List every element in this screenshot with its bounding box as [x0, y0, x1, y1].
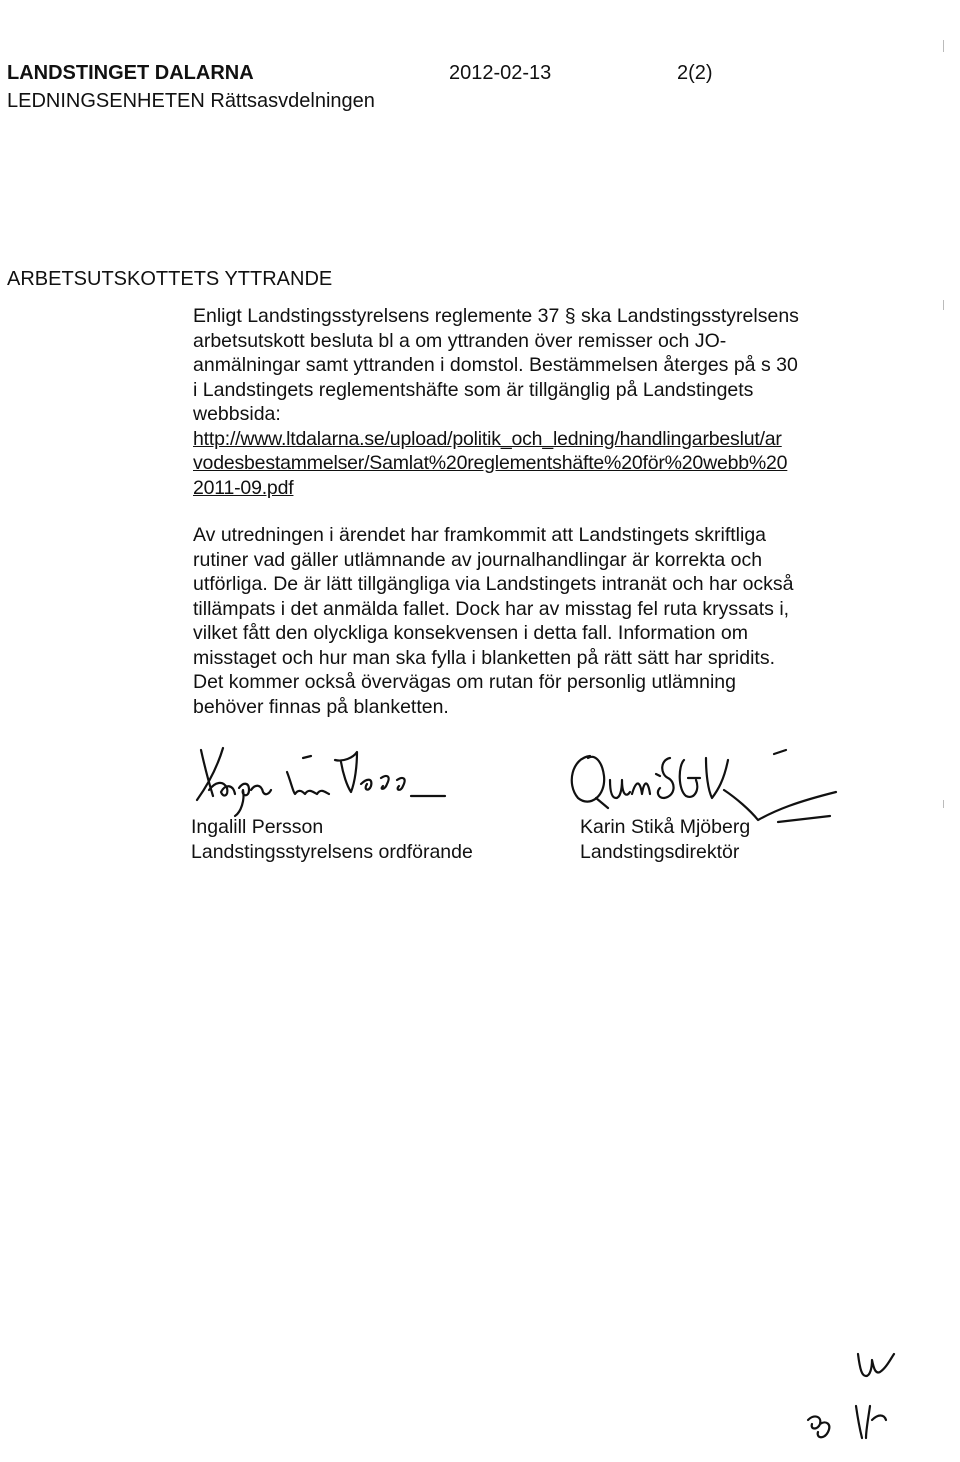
signatory-title: Landstingsdirektör	[580, 841, 740, 863]
rules-link[interactable]: vodesbestammelser/Samlat%20reglementshäfte%20för%20webb%20	[193, 452, 788, 474]
paragraph-line: Enligt Landstingsstyrelsens reglemente 37 § ska Landstingsstyrelsens	[193, 305, 799, 327]
paragraph-line: tillämpats i det anmälda fallet. Dock har av misstag fel ruta kryssats i,	[193, 597, 790, 620]
scan-artifact	[943, 800, 944, 808]
rules-link[interactable]: http://www.ltdalarna.se/upload/politik_och_ledning/handlingarbeslut/ar	[193, 427, 782, 450]
paragraph-line: arbetsutskott besluta bl a om yttranden över remisser och JO-	[193, 329, 727, 352]
paragraph-line: anmälningar samt yttranden i domstol. Bestämmelsen återges på s 30	[193, 354, 798, 376]
paragraph-line: Det kommer också övervägas om rutan för personlig utlämning	[193, 671, 736, 693]
rules-link[interactable]: 2011-09.pdf	[193, 476, 294, 499]
page-number: 2(2)	[677, 62, 713, 84]
signatory-name: Karin Stikå Mjöberg	[580, 816, 751, 838]
signatory-title: Landstingsstyrelsens ordförande	[191, 841, 473, 863]
paragraph-line: vilket fått den olyckliga konsekvensen i detta fall. Information om	[193, 622, 748, 644]
organization-name: LANDSTINGET DALARNA	[7, 62, 254, 84]
paragraph-line: misstaget och hur man ska fylla i blanketten på rätt sätt har spridits.	[193, 646, 776, 669]
document-date: 2012-02-13	[449, 62, 552, 84]
signatory-name: Ingalill Persson	[191, 816, 324, 838]
paragraph-line: Av utredningen i ärendet har framkommit att Landstingets skriftliga	[193, 524, 767, 546]
paragraph-line: i Landstingets reglementshäfte som är tillgänglig på Landstingets	[193, 378, 754, 401]
paragraph-line: rutiner vad gäller utlämnande av journalhandlingar är korrekta och	[193, 548, 763, 571]
section-title: ARBETSUTSKOTTETS YTTRANDE	[7, 268, 333, 290]
paragraph-line: webbsida:	[193, 403, 281, 425]
scan-artifact	[943, 300, 944, 310]
paragraph-line: behöver finnas på blanketten.	[193, 695, 449, 718]
paragraph-findings	[193, 523, 853, 719]
paragraph-line: utförliga. De är lätt tillgängliga via Landstingets intranät och har också	[193, 573, 794, 595]
department-name: LEDNINGSENHETEN Rättsasvdelningen	[7, 90, 375, 112]
paragraph-rules	[193, 304, 853, 500]
scan-artifact	[943, 40, 944, 52]
signature-persson	[183, 738, 463, 818]
handwritten-initials	[800, 1340, 920, 1455]
